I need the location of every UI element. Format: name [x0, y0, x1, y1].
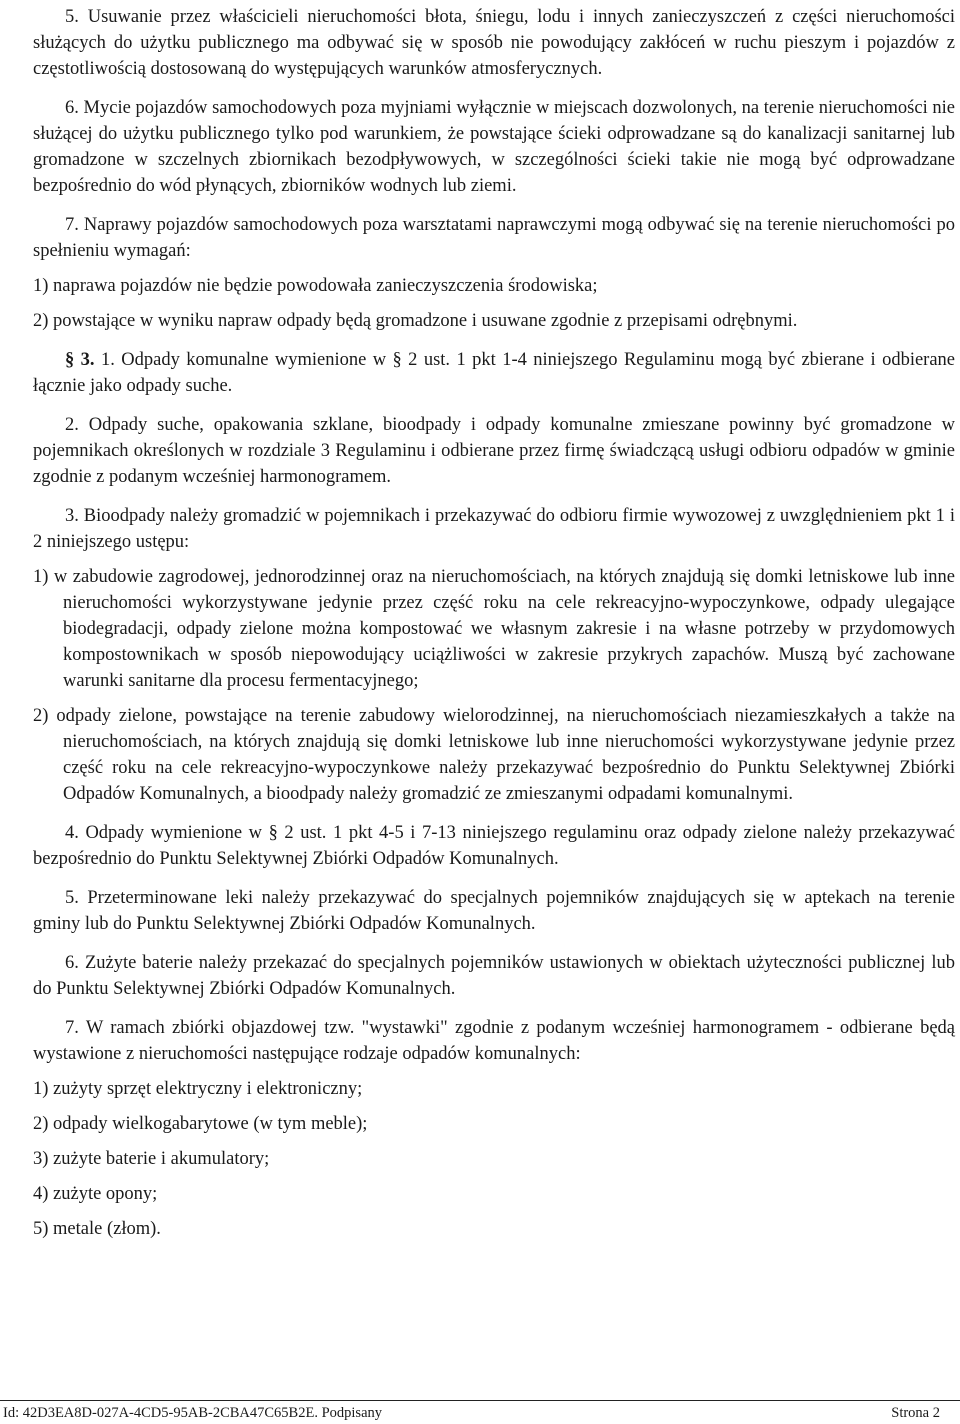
list-item: 1) w zabudowie zagrodowej, jednorodzinnej oraz na nieruchomościach, na których znajdują się domki letniskowe lub inne nieruchomości wykorzystywane jedynie przez część roku na cele rekreacyjno-wypoczynkowe, odpady ulegające biodegradacji, odpady zielone można kompostować we własnym zakresie i na własne potrzeby w przydomowych kompostownikach w sposób niepowodujący uciążliwości w zakresie przykrych zapachów. Muszą być zachowane warunki sanitarne dla procesu fermentacyjnego;	[33, 567, 955, 691]
section-3-paragraph-5: 5. Przeterminowane leki należy przekazywać do specjalnych pojemników znajdujących się w aptekach na terenie gminy lub do Punktu Selektywnej Zbiórki Odpadów Komunalnych.	[33, 888, 955, 934]
list-item: 5) metale (złom).	[33, 1219, 161, 1239]
list-item: 2) odpady wielkogabarytowe (w tym meble);	[33, 1114, 368, 1134]
list-item: 1) zużyty sprzęt elektryczny i elektroniczny;	[33, 1079, 363, 1099]
list-item: 1) naprawa pojazdów nie będzie powodowała zanieczyszczenia środowiska;	[33, 276, 598, 296]
document-id: Id: 42D3EA8D-027A-4CD5-95AB-2CBA47C65B2E. Podpisany	[3, 1405, 383, 1421]
paragraph-6: 6. Mycie pojazdów samochodowych poza myjniami wyłącznie w miejscach dozwolonych, na terenie nieruchomości nie służącej do użytku publicznego tylko pod warunkiem, że powstające ścieki odprowadzane są do kanalizacji sanitarnej lub gromadzone w szczelnych zbiornikach bezodpływowych, w szczególności ścieki takie nie mogą być odprowadzane bezpośrednio do wód płynących, zbiorników wodnych lub ziemi.	[33, 98, 955, 196]
document-page	[33, 0, 955, 1242]
list-item: 4) zużyte opony;	[33, 1184, 158, 1204]
list-item: 3) zużyte baterie i akumulatory;	[33, 1149, 270, 1169]
section-3-paragraph-2: 2. Odpady suche, opakowania szklane, bioodpady i odpady komunalne zmieszane powinny być gromadzone w pojemnikach określonych w rozdziale 3 Regulaminu i odbierane przez firmę świadczącą usługi odbioru odpadów w gminie zgodnie z podanym wcześniej harmonogramem.	[33, 415, 955, 487]
section-number: § 3.	[65, 350, 95, 370]
paragraph-5: 5. Usuwanie przez właścicieli nieruchomości błota, śniegu, lodu i innych zanieczyszczeń z części nieruchomości służących do użytku publicznego ma odbywać się w sposób nie powodujący zakłóceń w ruchu pieszym i pojazdów z częstotliwością dostosowaną do występujących warunków atmosferycznych.	[33, 7, 955, 79]
section-3-paragraph-4: 4. Odpady wymienione w § 2 ust. 1 pkt 4-5 i 7-13 niniejszego regulaminu oraz odpady zielone należy przekazywać bezpośrednio do Punktu Selektywnej Zbiórki Odpadów Komunalnych.	[33, 823, 955, 869]
section-3-paragraph-1: § 3. 1. Odpady komunalne wymienione w § 2 ust. 1 pkt 1-4 niniejszego Regulaminu mogą być zbierane i odbierane łącznie jako odpady suche.	[33, 350, 955, 396]
section-3-paragraph-3: 3. Bioodpady należy gromadzić w pojemnikach i przekazywać do odbioru firmie wywozowej z uwzględnieniem pkt 1 i 2 niniejszego ustępu:	[33, 506, 955, 552]
list-item: 2) odpady zielone, powstające na terenie zabudowy wielorodzinnej, na nieruchomościach niezamieszkałych a także na nieruchomościach, na których znajdują się domki letniskowe lub inne nieruchomości wykorzystywane jedynie przez część roku na cele rekreacyjno-wypoczynkowe należy przekazywać bezpośrednio do Punktu Selektywnej Zbiórki Odpadów Komunalnych, a bioodpady należy gromadzić ze zmieszanymi odpadami komunalnymi.	[33, 706, 955, 804]
page-number: Strona 2	[891, 1405, 940, 1421]
page-footer	[0, 1400, 960, 1424]
list-item: 2) powstające w wyniku napraw odpady będą gromadzone i usuwane zgodnie z przepisami odrębnymi.	[33, 311, 798, 331]
paragraph-7: 7. Naprawy pojazdów samochodowych poza warsztatami naprawczymi mogą odbywać się na terenie nieruchomości po spełnieniu wymagań:	[33, 215, 955, 261]
section-3-paragraph-6: 6. Zużyte baterie należy przekazać do specjalnych pojemników ustawionych w obiektach użyteczności publicznej lub do Punktu Selektywnej Zbiórki Odpadów Komunalnych.	[33, 953, 955, 999]
section-3-paragraph-7: 7. W ramach zbiórki objazdowej tzw. "wystawki" zgodnie z podanym wcześniej harmonogramem - odbierane będą wystawione z nieruchomości następujące rodzaje odpadów komunalnych:	[33, 1018, 955, 1064]
